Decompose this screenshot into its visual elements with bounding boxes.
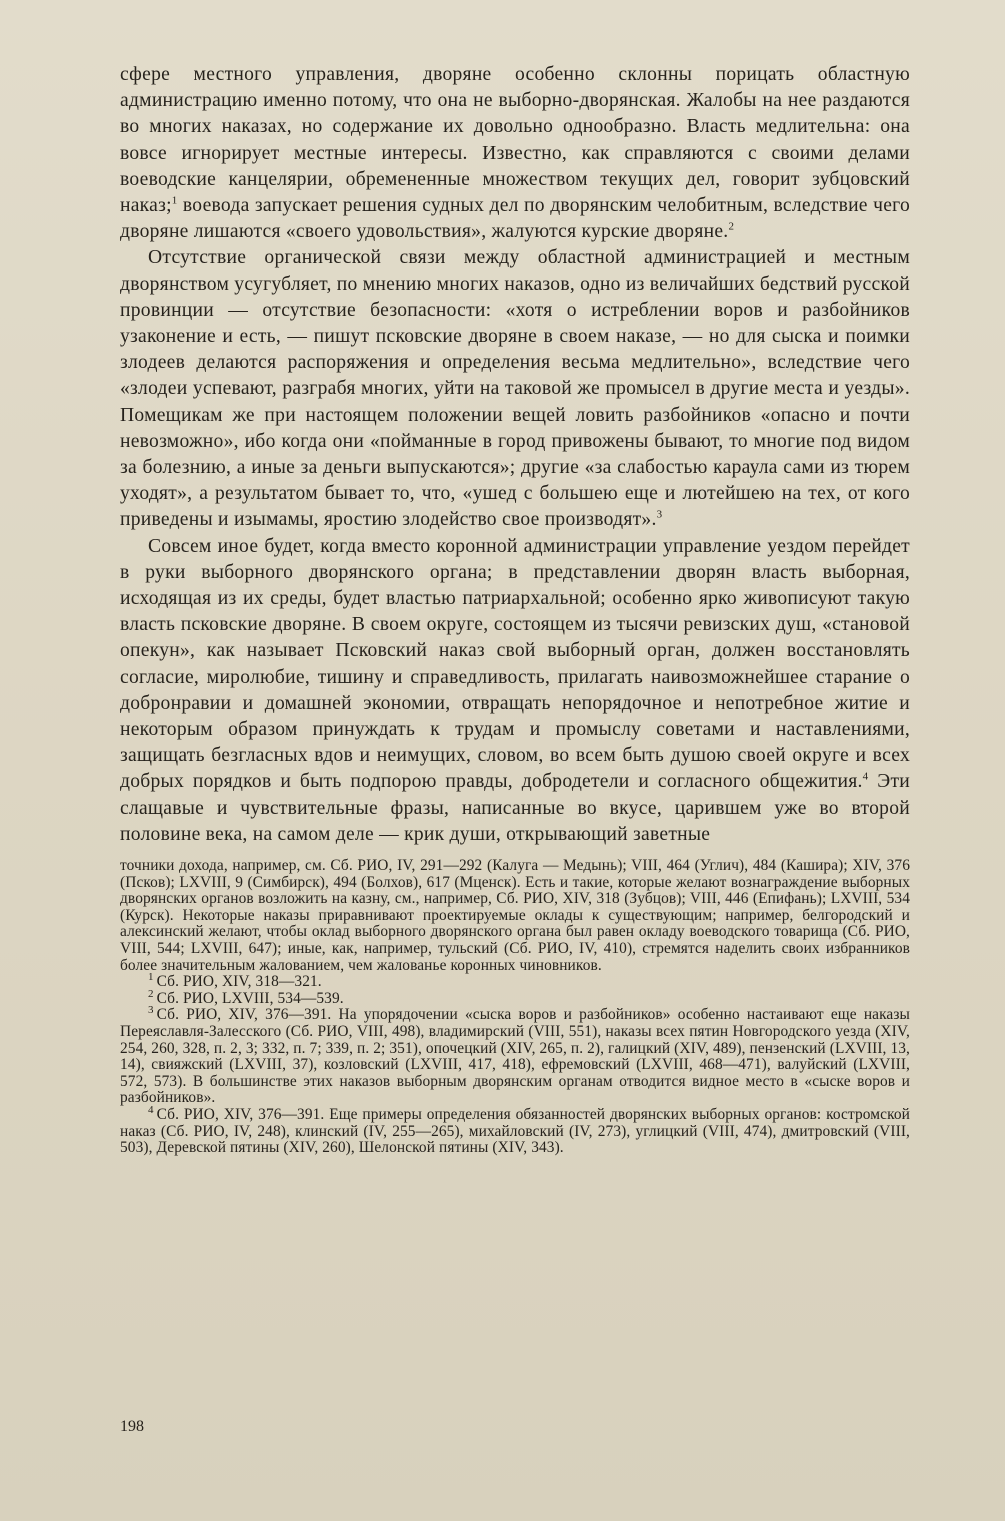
footnote-ref-1[interactable]: 1 [171,194,178,207]
paragraph-3: Совсем иное будет, когда вместо коронной администрации управление уездом перейдет в руки выборного дворянского органа; в представлении дворян власть выборная, исходящая из их среды, будет властью патриархальной; особенно ярко живописуют такую власть псковские дворяне. В своем округе, состоящем из тысячи ревизских душ, «становой опекун», как называет Псковский наказ свой выборный орган, должен восстановлять согласие, миролюбие, тишину и справедливость, прилагать наивозможнейшее старание о добронравии и домашней экономии, отвращать непорядочное и непотребное житие и некоторым образом принуждать к трудам и промыслу советами и наставлениями, защищать безгласных вдов и неимущих, словом, во всем быть душою своей округе и всех добрых порядков и быть подпорою правды, добродетели и согласного общежития.$^4$ Эти слащавые и чувствительные фразы, написанные во вкусе, царившем уже во второй половине века, на самом деле — крик души, открывающий заветные [120,535,910,845]
footnote-2: $^2$ Сб. РИО, LXVIII, 534—539. [148,987,344,1007]
page-number: 198 [120,1418,144,1435]
footnote-ref-2[interactable]: 2 [728,220,735,233]
footnote-3: $^3$ Сб. РИО, XIV, 376—391. На упорядочении «сыска воров и разбойников» особенно настаивают еще наказы Переяславля-Залесского (Сб. РИО, VIII, 498), владимирский (VIII, 551), наказы всех пятин Новгородского уезда (XIV, 254, 260, 328, п. 2, 3; 332, п. 7; 339, п. 2; 351), опочецкий (XIV, 265, п. 2), галицкий (XIV, 489), пензенский (LXVIII, 13, 14), свияжский (LXVIII, 37), козловский (LXVIII, 417, 418), ефремовский (LXVIII, 468—471), валуйский (LXVIII, 572, 573). В большинстве этих наказов выборным дворянским органам отводится видное место в «сыске воров и разбойников». [120,1004,910,1107]
paragraph-2: Отсутствие органической связи между областной администрацией и местным дворянством усугубляет, по мнению многих наказов, одно из величайших бедствий русской провинции — отсутствие безопасности: «хотя о истреблении воров и разбойников узаконение и есть, — пишут псковские дворяне в своем наказе, — но для сыска и поимки злодеев делаются распоряжения и определения весьма медлительно», вследствие чего «злодеи успевают, разграбя многих, уйти на таковой же промысел в другие места и уезды». Помещикам же при настоящем положении вещей ловить разбойников «опасно и почти невозможно», ибо когда они «пойманные в город привожены бывают, то многие под видом за болезнию, а иные за деньги выпускаются»; другие «за слабостью караула сами из тюрем уходят», а результатом бывает то, что, «ушед с большею еще и лютейшею на тех, от кого приведены и изымамы, яростию злодейство свое производят».$^3$ [120,247,910,531]
footnote-1: $^1$ Сб. РИО, XIV, 318—321. [148,971,322,991]
footnote-number: 1 [148,971,154,984]
footnote-ref-3[interactable]: 3 [656,508,663,521]
footnote-number: 3 [148,1004,154,1017]
footnotes [120,858,910,1157]
footnote-ref-4[interactable]: 4 [862,770,869,783]
paragraph-1: сфере местного управления, дворяне особенно склонны порицать областную администрацию именно потому, что она не выборно-дворянская. Жалобы на нее раздаются во многих наказах, но содержание их довольно однообразно. Власть медлительна: она вовсе игнорирует местные интересы. Известно, как справляются с своими делами воеводские канцелярии, обремененные множеством текущих дел, говорит зубцовский наказ;$^1$ воевода запускает решения судных дел по дворянским челобитным, вследствие чего дворяне лишаются «своего удовольствия», жалуются курские дворяне.$^2$ [120,64,911,243]
footnote-number: 2 [148,987,154,1000]
page-content [120,62,910,1157]
footnote-number: 4 [148,1103,154,1116]
footnote-4: $^4$ Сб. РИО, XIV, 376—391. Еще примеры определения обязанностей дворянских выборных органов: костромской наказ (Сб. РИО, IV, 248), клинский (IV, 255—265), михайловский (IV, 273), углицкий (VIII, 474), дмитровский (VIII, 503), Деревской пятины (XIV, 260), Шелонской пятины (XIV, 343). [120,1103,910,1157]
main-text [120,62,910,848]
footnote-continuation: точники дохода, например, см. Сб. РИО, IV, 291—292 (Калуга — Медынь); VIII, 464 (Углич), 484 (Кашира); XIV, 376 (Псков); LXVIII, 9 (Симбирск), 494 (Болхов), 617 (Мценск). Есть и такие, которые желают вознаграждение выборных дворянских органов возложить на казну, см., например, Сб. РИО, XIV, 318 (Зубцов); VIII, 446 (Епифань); LXVIII, 534 (Курск). Некоторые наказы приравнивают проектируемые оклады к существующим; например, белгородский и алексинский желают, чтобы оклад выборного дворянского органа был равен окладу воеводского товарища (Сб. РИО, VIII, 544; LXVIII, 647); иные, как, например, тульский (Сб. РИО, IV, 410), стремятся наделить своих избранников более значительным жалованием, чем жалованье коронных чиновников. [120,857,910,974]
